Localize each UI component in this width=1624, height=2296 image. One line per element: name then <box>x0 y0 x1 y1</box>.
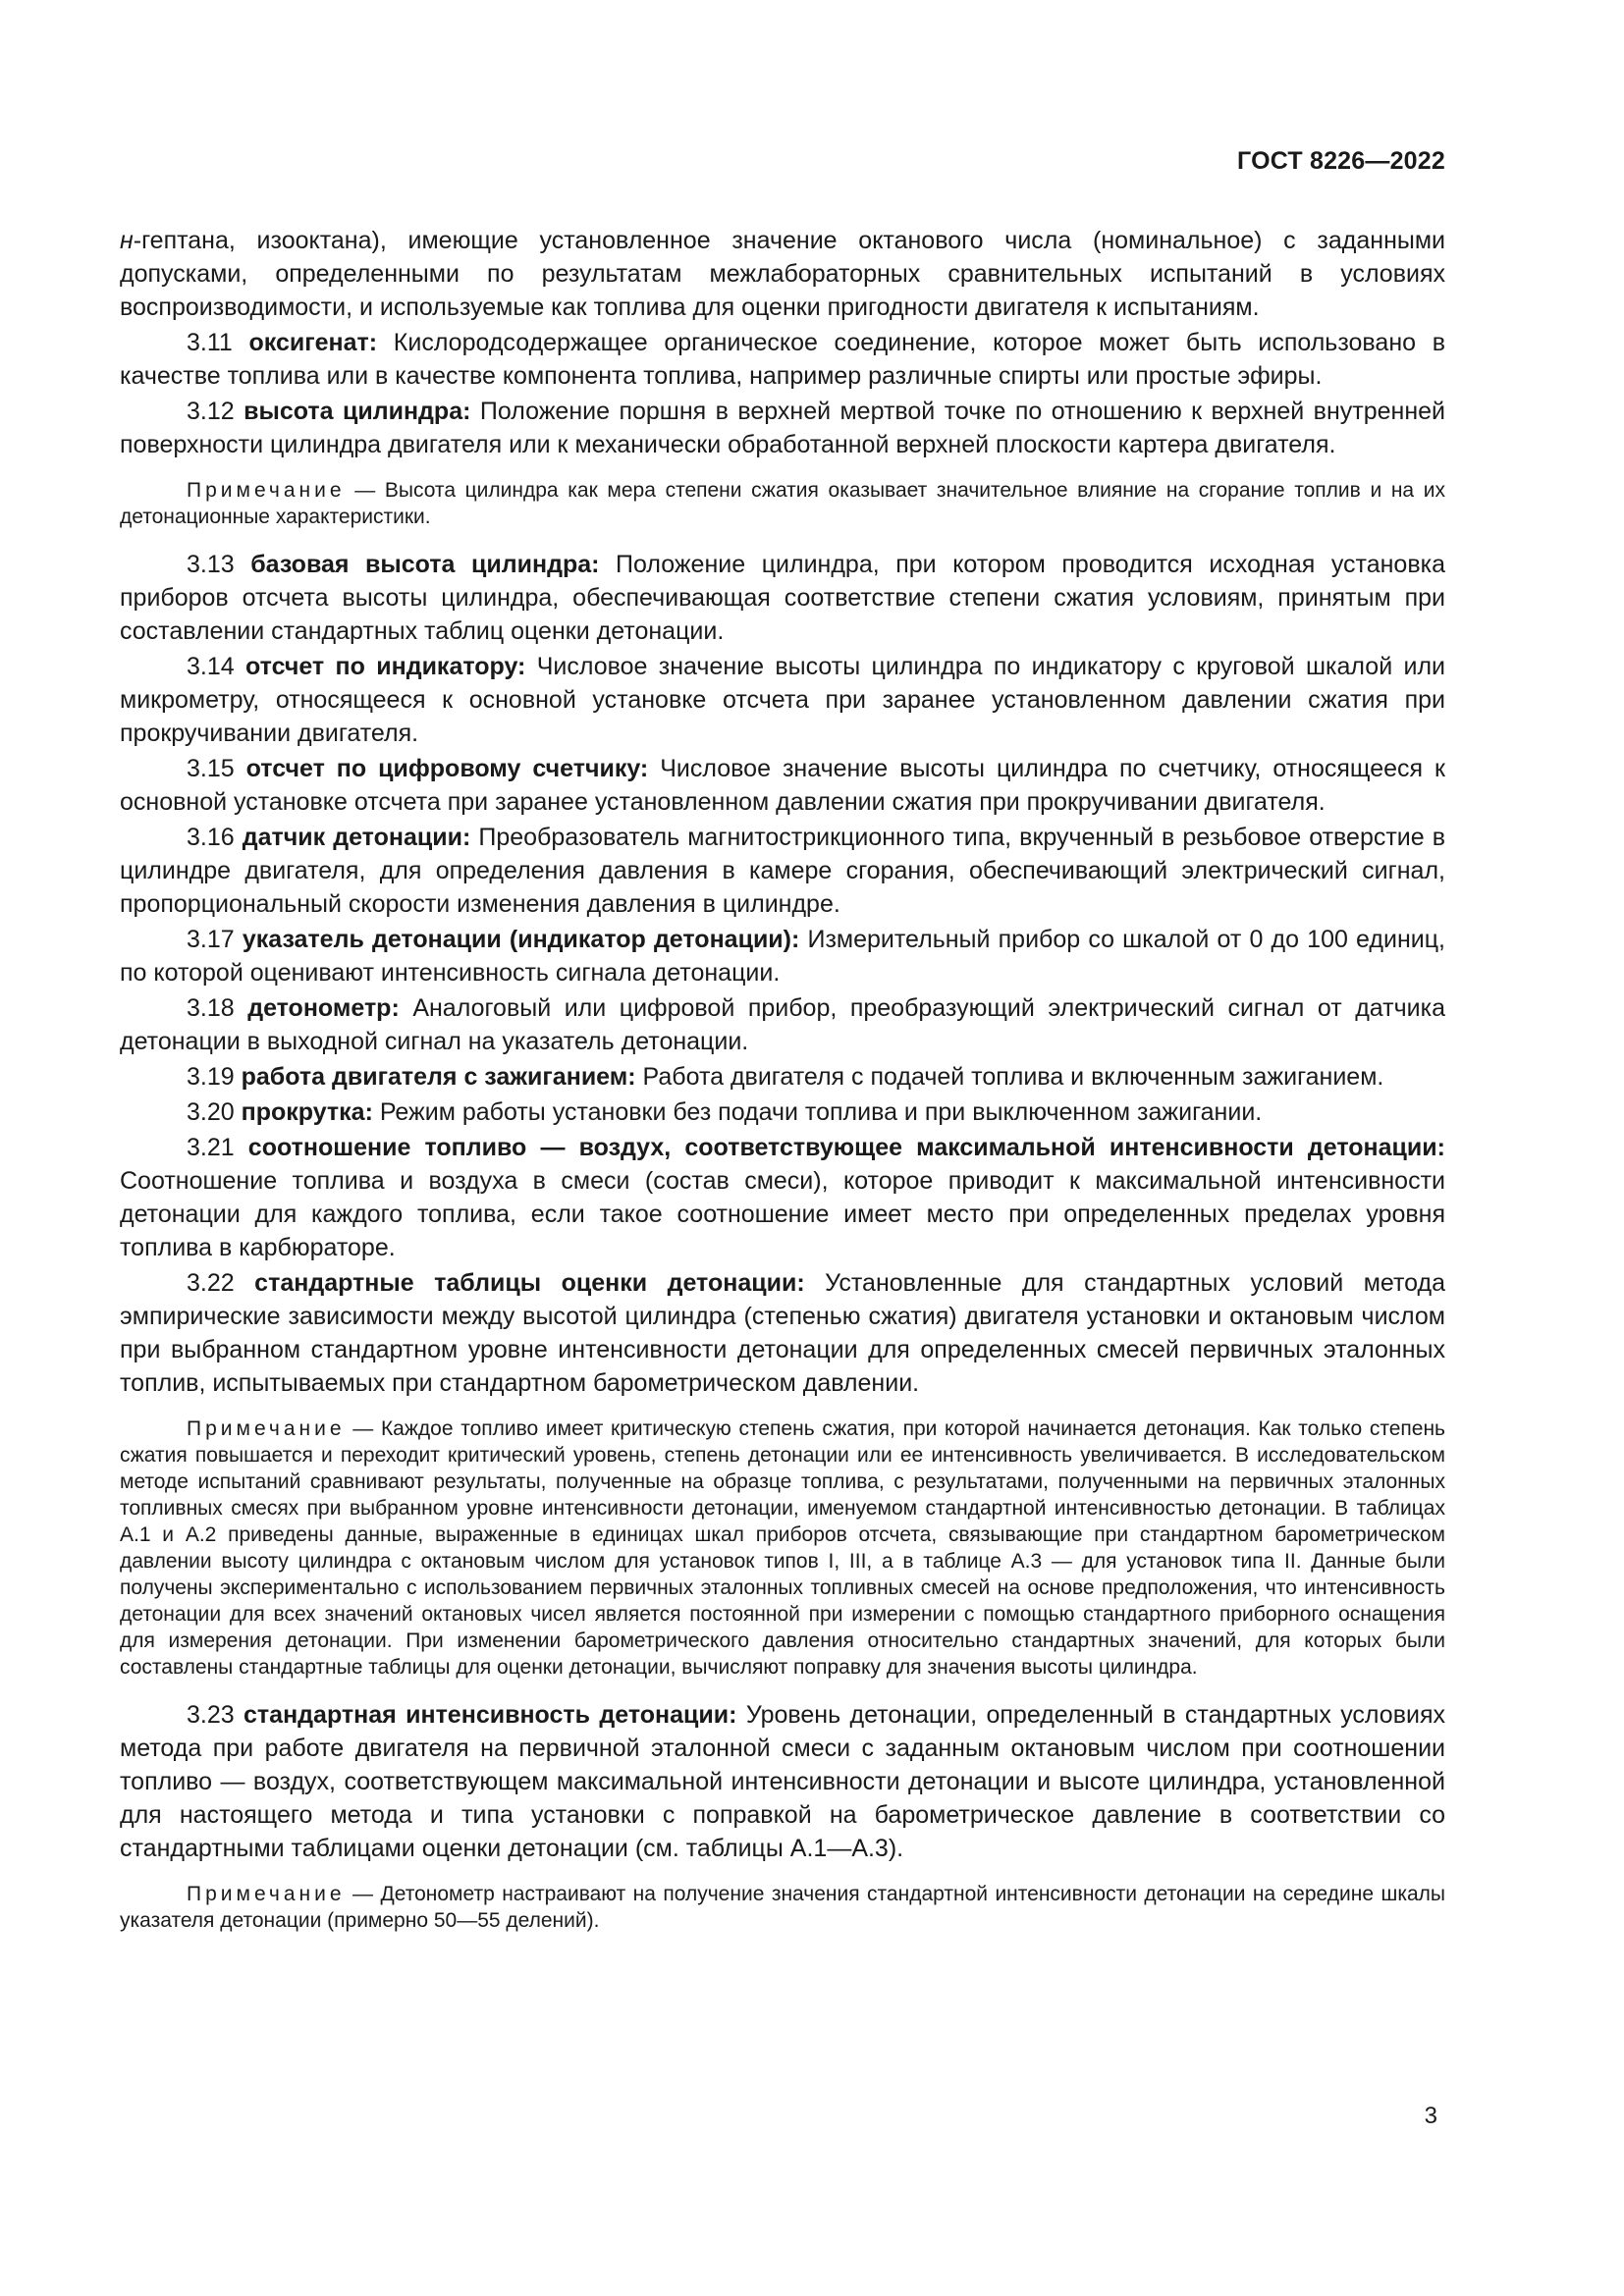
italic-letter: н <box>120 227 134 254</box>
paragraph-text: -гептана, изооктана), имеющие установленное значение октанового числа (номинальное) с заданными допусками, определенными по результатам межлабораторных сравнительных испытаний в условиях воспроизводимости, и используемые как топлива для оценки пригодности двигателя к испытаниям. <box>120 227 1445 321</box>
definition-text: Измерительный прибор со шкалой от 0 до 100 единиц, по которой оценивают интенсивность сигнала детонации. <box>120 926 1445 987</box>
note-label: Примечание <box>187 1417 346 1440</box>
definition-3-17 <box>120 923 1445 989</box>
term: отсчет по индикатору: <box>245 653 526 680</box>
page-number: 3 <box>1424 2103 1437 2129</box>
definition-3-18 <box>120 991 1445 1058</box>
definition-text: Преобразователь магнитострикционного типа, вкрученный в резьбовое отверстие в цилиндре двигателя, для определения давления в камере сгорания, обеспечивающий электрический сигнал, пропорциональный скорости изменения давления в цилиндре. <box>120 824 1446 918</box>
term: прокрутка: <box>241 1098 373 1126</box>
definition-text: Работа двигателя с подачей топлива и включенным зажиганием. <box>635 1063 1384 1091</box>
definition-3-21 <box>120 1131 1445 1264</box>
definition-3-19 <box>120 1060 1445 1094</box>
definition-text: Положение поршня в верхней мертвой точке по отношению к верхней внутренней поверхности цилиндра двигателя или к механически обработанной верхней плоскости картера двигателя. <box>120 398 1445 458</box>
term: датчик детонации: <box>242 824 471 851</box>
clause-number: 3.14 <box>187 653 246 680</box>
term: детонометр: <box>247 994 400 1022</box>
clause-number: 3.15 <box>187 755 246 782</box>
definition-text: Аналоговый или цифровой прибор, преобразующий электрический сигнал от датчика детонации в выходной сигнал на указатель детонации. <box>120 994 1445 1055</box>
term: работа двигателя с зажиганием: <box>241 1063 636 1091</box>
clause-number: 3.20 <box>187 1098 242 1126</box>
note-text: — Каждое топливо имеет критическую степень сжатия, при которой начинается детонация. Как только степень сжатия повышается и переходит критический уровень, степень детонации или ее интенсивность увеличивается. В исследовательском методе испытаний сравнивают результаты, полученные на образце топлива, с результатами, полученными на первичных эталонных топливных смесях при выбранном уровне интенсивности детонации, именуемом стандартной интенсивностью детонации. В таблицах А.1 и А.2 приведены данные, выраженные в единицах шкал приборов отсчета, связывающие при стандартном барометрическом давлении высоту цилиндра с октановым числом для установок типов I, III, а в таблице А.3 — для установок типа II. Данные были получены экспериментально с использованием первичных эталонных топливных смесей на основе предположения, что интенсивность детонации для всех значений октановых чисел является постоянной при измерении с помощью стандартного приборного оснащения для измерения детонации. При изменении барометрического давления относительно стандартных значений, для которых были составлены стандартные таблицы для оценки детонации, вычисляют поправку для значения высоты цилиндра. <box>120 1417 1445 1679</box>
note-text: — Детонометр настраивают на получение значения стандартной интенсивности детонации на середине шкалы указателя детонации (примерно 50—55 делений). <box>120 1883 1445 1932</box>
document-header: ГОСТ 8226—2022 <box>1237 147 1445 175</box>
note-text: — Высота цилиндра как мера степени сжатия оказывает значительное влияние на сгорание топлив и на их детонационные характеристики. <box>120 479 1445 528</box>
clause-number: 3.12 <box>187 398 244 425</box>
term: соотношение топливо — воздух, соответствующее максимальной интенсивности детонации: <box>247 1134 1445 1161</box>
definition-3-13 <box>120 548 1445 648</box>
document-body <box>120 224 1445 1934</box>
definition-3-15 <box>120 752 1445 819</box>
term: оксигенат: <box>248 329 378 356</box>
clause-number: 3.16 <box>187 824 243 851</box>
definition-text: Кислородсодержащее органическое соединение, которое может быть использовано в качестве топлива или в качестве компонента топлива, например различные спирты или простые эфиры. <box>120 329 1445 390</box>
definition-3-16 <box>120 821 1445 921</box>
note-3 <box>120 1881 1445 1934</box>
definition-3-12 <box>120 395 1445 461</box>
definition-3-11 <box>120 326 1445 393</box>
term: стандартные таблицы оценки детонации: <box>254 1269 805 1297</box>
definition-3-23 <box>120 1698 1445 1865</box>
clause-number: 3.18 <box>187 994 248 1022</box>
term: высота цилиндра: <box>244 398 471 425</box>
paragraph-continuation <box>120 224 1445 324</box>
note-label: Примечание <box>187 479 346 502</box>
definition-3-22 <box>120 1266 1445 1400</box>
note-2 <box>120 1415 1445 1681</box>
clause-number: 3.13 <box>187 551 251 578</box>
note-label: Примечание <box>187 1883 346 1905</box>
definition-text: Соотношение топлива и воздуха в смеси (состав смеси), которое приводит к максимальной интенсивности детонации для каждого топлива, если такое соотношение имеет место при определенных пределах уровня топлива в карбюраторе. <box>120 1167 1445 1261</box>
definition-3-20 <box>120 1095 1445 1129</box>
clause-number: 3.22 <box>187 1269 255 1297</box>
clause-number: 3.23 <box>187 1701 244 1729</box>
term: базовая высота цилиндра: <box>250 551 600 578</box>
clause-number: 3.17 <box>187 926 243 953</box>
definition-text: Уровень детонации, определенный в стандартных условиях метода при работе двигателя на первичной эталонной смеси с заданным октановым числом при соотношении топливо — воздух, соответствующем максимальной интенсивности детонации и высоте цилиндра, установленной для настоящего метода и типа установки с поправкой на барометрическое давление в соответствии со стандартными таблицами оценки детонации (см. таблицы А.1—А.3). <box>120 1701 1445 1862</box>
term: стандартная интенсивность детонации: <box>244 1701 737 1729</box>
definition-3-14 <box>120 650 1445 750</box>
definition-text: Установленные для стандартных условий метода эмпирические зависимости между высотой цилиндра (степенью сжатия) двигателя установки и октановым числом при выбранном стандартном уровне интенсивности детонации для определенных смесей первичных эталонных топлив, испытываемых при стандартном барометрическом давлении. <box>120 1269 1446 1397</box>
definition-text: Числовое значение высоты цилиндра по индикатору с круговой шкалой или микрометру, относящееся к основной установке отсчета при заранее установленном давлении сжатия при прокручивании двигателя. <box>120 653 1446 747</box>
clause-number: 3.21 <box>187 1134 248 1161</box>
definition-text: Режим работы установки без подачи топлива и при выключенном зажигании. <box>372 1098 1263 1126</box>
clause-number: 3.19 <box>187 1063 242 1091</box>
definition-text: Положение цилиндра, при котором проводится исходная установка приборов отсчета высоты цилиндра, обеспечивающая соответствие степени сжатия условиям, принятым при составлении стандартных таблиц оценки детонации. <box>120 551 1445 645</box>
definition-text: Числовое значение высоты цилиндра по счетчику, относящееся к основной установке отсчета при заранее установленном давлении сжатия при прокручивании двигателя. <box>120 755 1445 816</box>
term: указатель детонации (индикатор детонации): <box>242 926 800 953</box>
note-1 <box>120 477 1445 530</box>
term: отсчет по цифровому счетчику: <box>245 755 649 782</box>
clause-number: 3.11 <box>187 329 249 356</box>
